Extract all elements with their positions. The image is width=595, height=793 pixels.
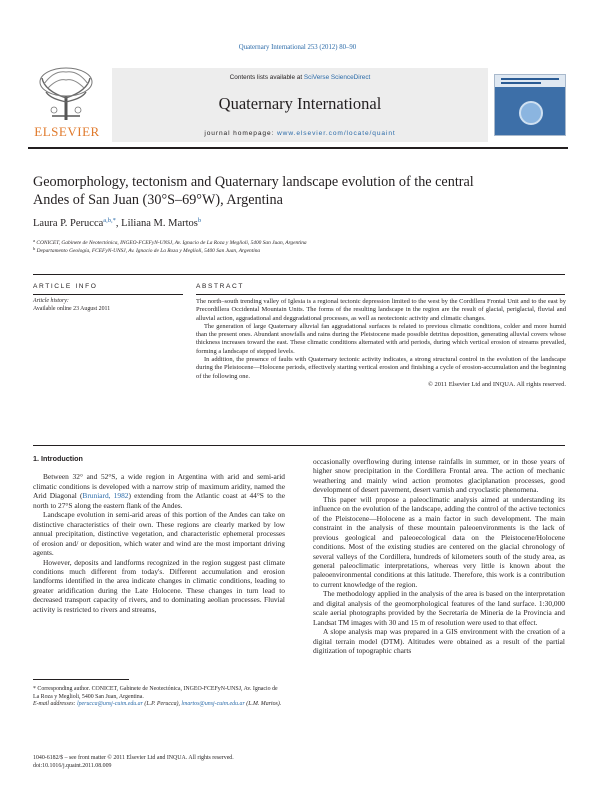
abstract-rule [196,294,565,295]
author-1-affil-link[interactable]: a,b,* [103,217,116,224]
contents-prefix: Contents lists available at [229,74,304,81]
abstract-paragraph-1: The north–south trending valley of Iglesia is a regional tectonic depression limited to the west by the Cordillera Frontal Unit and to the east by Precordillera Occidental Mountain Units. The forms of the resulting landscape in the region are the result of glacial, periglacial, fluvial and alluvial action, aggradational and deggradational processes, as well as neotectonic activity and climatic changes. [196,298,566,322]
abstract-paragraph-2: The generation of large Quaternary alluvial fan aggradational surfaces is related to previous climatic conditions, colder and more humid than the present ones. Abundant snowfalls and rains during the Pleistocene made possible detritus deposition, generating alluvial covers whose thickness increases toward the east. These climatic conditions alternated with arid periods, during which vertical erosion of streams prevailed, forming a landscape of stepped levels. [196,322,566,355]
body-paragraph: A slope analysis map was prepared in a GIS environment with the creation of a digital terrain model (DTM). Altitudes were obtained as a result of the partial digitization of topographic charts [313,627,565,656]
body-column-right [313,457,565,656]
footnote [33,686,285,709]
issn-line: 1040-6182/$ – see front matter © 2011 Elsevier Ltd and INQUA. All rights reserved. [33,755,234,761]
cover-emblem [519,101,543,125]
affiliation-b [33,246,260,254]
bottom-meta [33,755,333,770]
body-paragraph: occasionally overflowing during intense rainfalls in summer, or in those years of higher snow precipitation in the Cordillera Frontal area. The action of mechanic weathering and mainly wind action promotes glaciplanation processes, good development of desert pavement, desert varnish and cryoclastic phenomena. [313,457,565,495]
journal-title: Quaternary International [218,94,382,113]
introduction-heading: 1. Introduction [33,454,83,463]
journal-header [28,62,568,144]
article-history-value: Available online 23 August 2011 [33,306,111,312]
contents-line [112,74,488,81]
body-paragraph: However, deposits and landforms recognized in the region suggest past climate conditions much different from today's. Different accumulation and erosion landforms identified in the area indicate changes in climatic conditions, leading to greater aridification during the Late Holocene. These changes in turn lead to decreased transport capacity of rivers, and to dominating aeolian processes. Fluvial activity is restricted to rivers and streams, [33,557,285,614]
article-title [33,173,563,209]
elsevier-wordmark: ELSEVIER [34,124,100,139]
elsevier-tree-icon [34,66,98,122]
affiliation-a-marker: a [33,238,35,243]
affiliation-b-text: Departamento Geología, FCEFyN-UNSJ, Av. Ignacio de La Roza y Meglioli, 5400 San Juan, Argentina [36,248,261,254]
journal-masthead [112,66,488,142]
abstract-paragraph-3: In addition, the presence of faults with Quaternary tectonic activity indicates, a strong structural control in the evolution of the landscape during the Pleistocene—Holocene periods, effectively starting vertical erosion and finishing a cycle of erosion-accumulation and the beginning of the following one. [196,356,566,380]
journal-reference[interactable]: Quaternary International 253 (2012) 80–90 [238,44,357,51]
affiliation-a [33,238,307,246]
email-link-martos[interactable]: lmartos@unsj-cuim.edu.ar [181,701,245,708]
homepage-link[interactable]: www.elsevier.com/locate/quaint [277,130,396,137]
affiliation-b-marker: b [33,246,36,251]
body-text: Between 32° and 52°S, a wide region in Argentina with arid and semi-arid climatic conditions is developed with a narrow strip of maximum aridity, named the Arid Diagonal ( [33,472,285,501]
abstract-bottom-divider [33,445,565,446]
citation-link-bruniard[interactable]: Bruniard, 1982 [82,491,129,501]
abstract-body [196,298,566,389]
abstract-copyright: © 2011 Elsevier Ltd and INQUA. All rights reserved. [427,380,566,388]
footnote-divider [33,679,129,680]
body-text: ) extending from the Atlantic coast at 44°S to the north to 27°S along the eastern flank of the Andes. [33,491,286,510]
cover-subtitle-bar [501,82,541,84]
homepage-prefix: journal homepage: [204,130,278,137]
homepage-line [112,130,488,137]
article-history-label: Article history: [33,298,69,304]
header-divider [28,147,568,149]
body-paragraph: The methodology applied in the analysis of the area is based on the interpretation and digital analysis of the geomorphological features of the land surface. 1:30,000 scale aerial photographs provided by the Secretaría de Minería de la Provincia and Landsat TM images with 30 and 15 m of resolution were used to that effect. [313,589,565,627]
author-2-affil-link[interactable]: b [197,217,202,224]
article-info-rule [33,294,183,295]
author-list [33,217,201,229]
journal-cover-thumbnail[interactable] [494,74,566,136]
body-paragraph [33,472,285,510]
author-2: , Liliana M. Martos [115,218,198,229]
corresponding-author-note: * Corresponding author. CONICET, Gabinete de Neotectónica, INGEO-FCEFyN-UNSJ, Av. Ignacio de La Roza y Meglioli, 5400 San Juan, Argentina. [33,686,278,700]
article-title-line1: Geomorphology, tectonism and Quaternary landscape evolution of the central [33,174,474,190]
email-owner-2: (L.M. Martos). [244,701,282,708]
cover-title-bar [501,78,559,80]
affiliation-a-text: CONICET, Gabinete de Neotectónica, INGEO-FCEFyN-UNSJ, Av. Ignacio de La Roza y Meglioli, 5400 San Juan, Argentina [36,240,307,246]
email-owner-1: (L.P. Perucca), [142,701,182,708]
doi-line[interactable]: doi:10.1016/j.quaint.2011.08.009 [33,762,112,769]
cover-banner [495,75,565,87]
email-note [33,701,285,709]
sciencedirect-link[interactable]: SciVerse ScienceDirect [303,74,371,81]
article-info-heading: ARTICLE INFO [33,283,98,290]
body-paragraph: This paper will propose a paleoclimatic analysis aimed at understanding its influence on the evolution of the landscape, adding the control of the active tectonics of the Pleistocene—Holocene as a main factor in such development. The main constraint in the analysis of these mountain paleoenvironments is the lack of previous geological and paleoecological data on the Pleistocene/Holocene conditions. Most of the existing studies are centered on the glacial chronology of several valleys of the Cordillera, hundreds of kilometers south of the study area, as general paleoclimatic interpretations, whereas very little is known about the paleoenvironmental conditions at this latitude. Therefore, this work is a contribution to current knowledge of the region. [313,494,565,589]
affiliation-divider [33,274,565,275]
article-title-line2: Andes of San Juan (30°S–69°W), Argentina [33,192,283,208]
abstract-heading: ABSTRACT [196,283,244,290]
email-link-perucca[interactable]: lperucca@unsj-cuim.edu.ar [76,701,143,708]
body-column-left [33,454,285,614]
elsevier-logo[interactable] [28,62,106,142]
email-label: E-mail addresses: [33,701,77,708]
body-paragraph: Landscape evolution in semi-arid areas of this portion of the Andes can take on distinctive characteristics of their own. These regions are clearly marked by low annual precipitation, distinctive vegetation, and characteristic ephemeral processes of erosion and/ or deposition, which water and wind are the most important driving agents. [33,510,285,558]
author-1: Laura P. Perucca [33,218,104,229]
